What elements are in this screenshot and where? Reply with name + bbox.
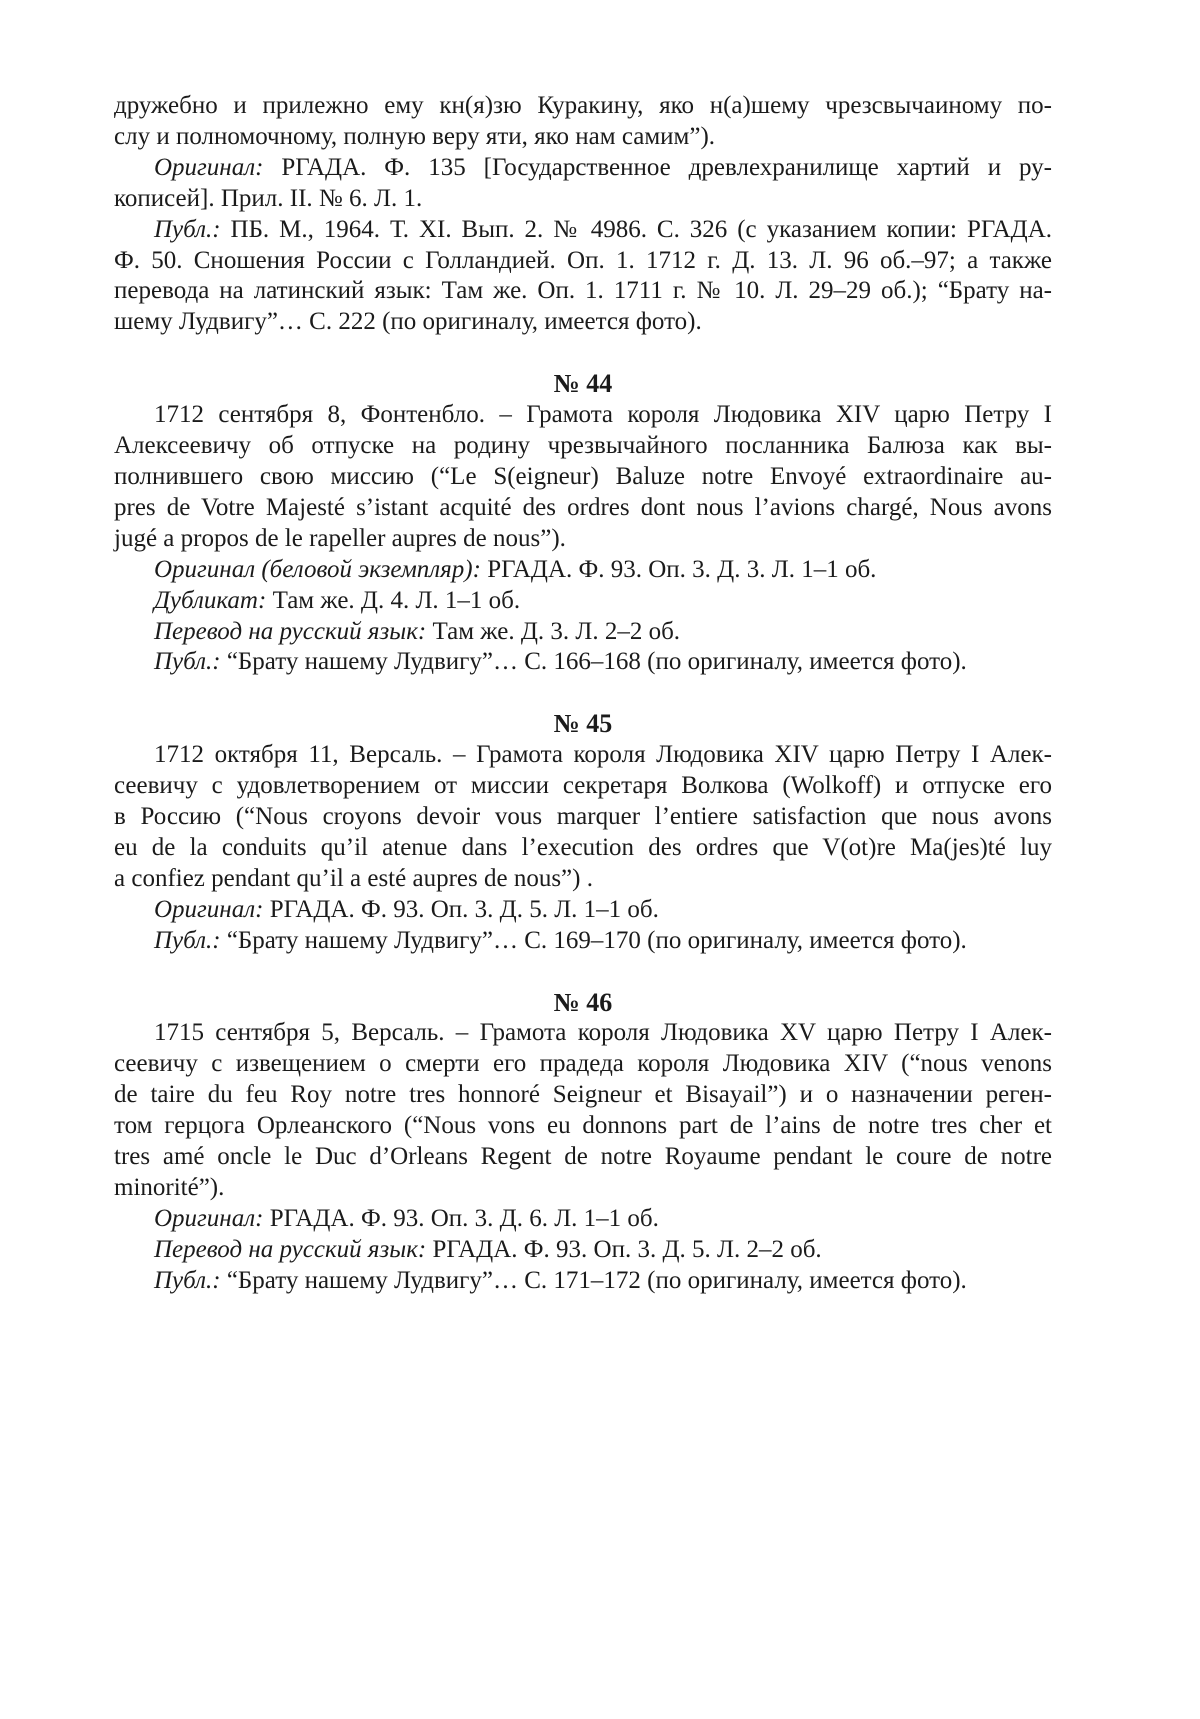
paragraph (114, 1235, 1052, 1266)
text-line (114, 771, 1052, 802)
text-run: сеевичу с извещением о смерти его прадеда короля Людовика XIV (“nous venons (114, 1050, 1052, 1078)
text-run: tres amé oncle le Duc d’Orleans Regent de notre Royaume pendant le coure de notre (114, 1143, 1052, 1171)
text-line (114, 524, 1052, 555)
text-run: Алексеевичу об отпуске на родину чрезвычайного посланника Балюза как вы- (114, 432, 1052, 460)
text-run: дружебно и прилежно ему кн(я)зю Куракину, яко н(а)шему чрезсвычаиному по- (114, 92, 1052, 119)
text-run: minorité”). (114, 1174, 225, 1201)
text-run: в Россию (“Nous croyons devoir vous marquer l’entiere satisfaction que nous avons (114, 803, 1052, 831)
text-line (114, 215, 1052, 246)
text-run: “Брату нашему Лудвигу”… С. 171–172 (по оригиналу, имеется фото). (220, 1266, 967, 1294)
text-line (114, 1235, 1052, 1266)
text-run: pres de Votre Majesté s’istant acquité des ordres dont nous l’avions chargé, Nous avons (114, 493, 1052, 521)
italic-label: Дубликат: (154, 586, 267, 614)
text-line (114, 833, 1052, 864)
text-line (114, 555, 1052, 586)
text-line (114, 895, 1052, 926)
text-run: полнившего свою миссию (“Le S(eigneur) Baluze notre Envoyé extraordinaire au- (114, 462, 1052, 490)
text-line (114, 462, 1052, 493)
text-run: сеевичу с удовлетворением от миссии секретаря Волкова (Wolkoff) и отпуске его (114, 772, 1052, 800)
italic-label: Публ.: (154, 215, 221, 243)
italic-label: Перевод на русский язык: (154, 617, 427, 645)
text-line (114, 926, 1052, 957)
italic-label: Оригинал: (154, 153, 264, 181)
text-line (114, 617, 1052, 648)
text-run: ПБ. М., 1964. Т. XI. Вып. 2. № 4986. С. 326 (с указанием копии: РГАДА. (220, 215, 1052, 243)
text-line (114, 1049, 1052, 1080)
text-line (114, 246, 1052, 277)
text-line (114, 1266, 1052, 1297)
text-run: 1712 сентября 8, Фонтенбло. – Грамота короля Людовика XIV царю Петру I (154, 401, 1052, 429)
text-run: шему Лудвигу”… С. 222 (по оригиналу, имеется фото). (114, 308, 702, 336)
text-run: РГАДА. Ф. 93. Оп. 3. Д. 3. Л. 1–1 об. (480, 555, 877, 583)
text-line (114, 1173, 1052, 1204)
text-run: a confiez pendant qu’il a esté aupres de nous”) . (114, 864, 593, 892)
text-run: Там же. Д. 3. Л. 2–2 об. (426, 617, 681, 645)
text-line (114, 1080, 1052, 1111)
text-run: 1715 сентября 5, Версаль. – Грамота короля Людовика XV царю Петру I Алек- (154, 1019, 1052, 1047)
text-line (114, 864, 1052, 895)
text-line (114, 276, 1052, 307)
text-line (114, 1204, 1052, 1235)
text-line (114, 647, 1052, 678)
italic-label: Оригинал: (154, 1204, 264, 1232)
italic-label: Публ.: (154, 648, 221, 676)
entry-number-heading: № 45 (553, 709, 613, 739)
text-line (114, 400, 1052, 431)
paragraph (114, 586, 1052, 617)
text-line (114, 1111, 1052, 1142)
text-run: кописей]. Прил. II. № 6. Л. 1. (114, 184, 423, 212)
paragraph (114, 926, 1052, 957)
paragraph (114, 1018, 1052, 1203)
text-run: РГАДА. Ф. 93. Оп. 3. Д. 5. Л. 1–1 об. (263, 895, 659, 923)
text-run: РГАДА. Ф. 93. Оп. 3. Д. 5. Л. 2–2 об. (426, 1235, 822, 1263)
text-line (114, 740, 1052, 771)
italic-label: Оригинал (беловой экземпляр): (154, 555, 481, 583)
text-line (114, 1018, 1052, 1049)
text-line (114, 153, 1052, 184)
text-line (114, 802, 1052, 833)
text-line (114, 307, 1052, 338)
text-line (114, 1142, 1052, 1173)
text-run: “Брату нашему Лудвигу”… С. 166–168 (по оригиналу, имеется фото). (220, 648, 967, 676)
text-run: РГАДА. Ф. 93. Оп. 3. Д. 6. Л. 1–1 об. (263, 1204, 659, 1232)
text-line (114, 493, 1052, 524)
text-block (114, 91, 1052, 1297)
paragraph (114, 647, 1052, 678)
text-run: том герцога Орлеанского (“Nous vons eu donnons part de l’ains de notre tres cher et (114, 1112, 1052, 1140)
paragraph (114, 215, 1052, 339)
entry-number-heading: № 46 (553, 987, 613, 1017)
paragraph (114, 895, 1052, 926)
text-run: слу и полномочному, полную веру яти, яко нам самим”). (114, 122, 716, 150)
paragraph (114, 555, 1052, 586)
text-run: Ф. 50. Сношения России с Голландией. Оп. 1. 1712 г. Д. 13. Л. 96 об.–97; а также (114, 246, 1052, 274)
text-line (114, 431, 1052, 462)
paragraph (114, 153, 1052, 215)
text-run: eu de la conduits qu’il atenue dans l’execution des ordres que V(ot)re Ma(jes)té luy (114, 833, 1052, 861)
text-run: de taire du feu Roy notre tres honnoré Seigneur et Bisayail”) и о назначении реген- (114, 1081, 1052, 1109)
entry-number-heading: № 44 (553, 369, 613, 399)
italic-label: Публ.: (154, 926, 221, 954)
text-line (114, 122, 1052, 153)
text-line (114, 91, 1052, 122)
text-run: “Брату нашему Лудвигу”… С. 169–170 (по оригиналу, имеется фото). (220, 926, 967, 954)
italic-label: Публ.: (154, 1266, 221, 1294)
paragraph (114, 740, 1052, 895)
paragraph (114, 400, 1052, 555)
text-line (114, 184, 1052, 215)
paragraph (114, 1266, 1052, 1297)
text-run: РГАДА. Ф. 135 [Государственное древлехранилище хартий и ру- (263, 153, 1052, 181)
text-line (114, 586, 1052, 617)
paragraph (114, 91, 1052, 153)
italic-label: Оригинал: (154, 895, 264, 923)
text-run: 1712 октября 11, Версаль. – Грамота короля Людовика XIV царю Петру I Алек- (154, 741, 1052, 769)
text-run: Там же. Д. 4. Л. 1–1 об. (266, 586, 521, 614)
italic-label: Перевод на русский язык: (154, 1235, 427, 1263)
text-run: перевода на латинский язык: Там же. Оп. 1. 1711 г. № 10. Л. 29–29 об.); “Брату на- (114, 277, 1052, 305)
paragraph (114, 1204, 1052, 1235)
paragraph (114, 617, 1052, 648)
text-run: jugé a propos de le rapeller aupres de nous”). (114, 524, 566, 552)
